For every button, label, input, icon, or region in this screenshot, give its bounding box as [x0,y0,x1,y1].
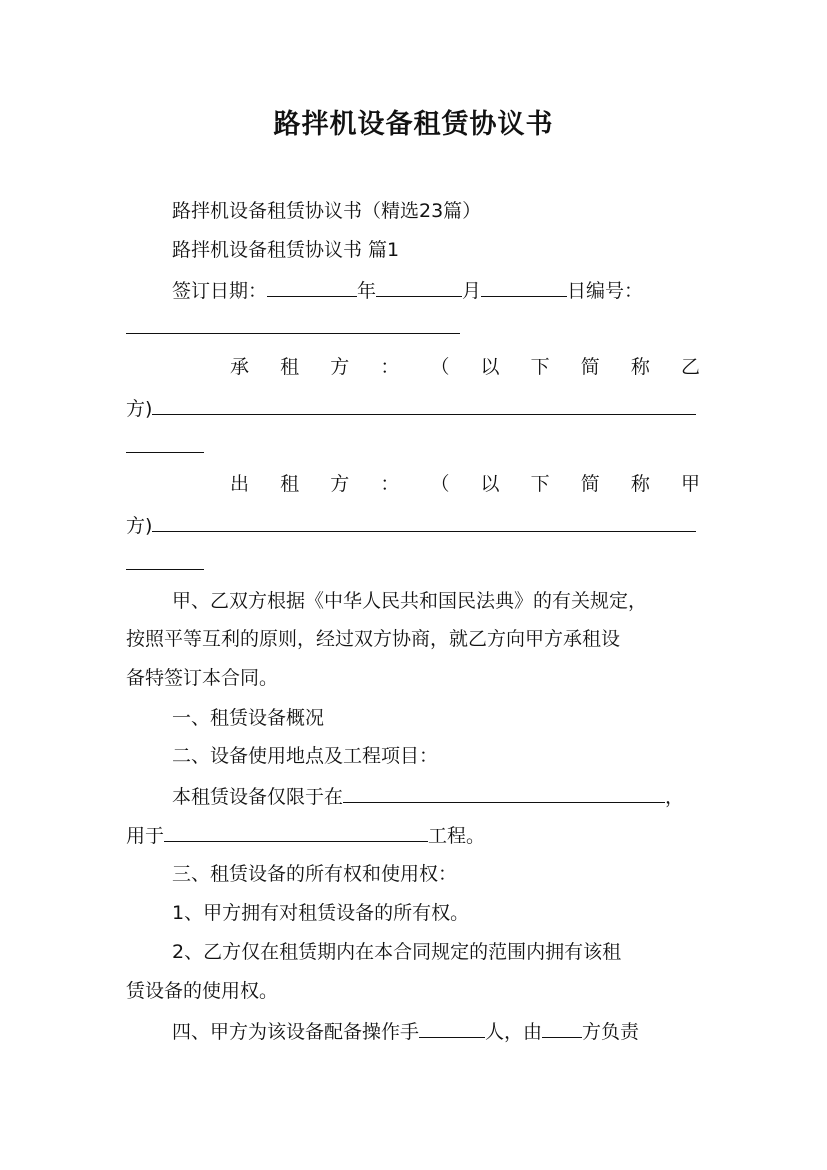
lessee-tail: 方) [126,398,153,420]
lessee-blank-2 [126,432,204,453]
month-label: 月 [462,280,482,302]
lessor-tail: 方) [126,515,153,537]
day-number-label: 日编号： [567,280,644,302]
number-blank-line [126,313,706,341]
responsible-party-blank [542,1017,582,1038]
section4-line: 四、甲方为该设备配备操作手 人，由 方负责 [172,1017,706,1045]
section3-heading: 三、租赁设备的所有权和使用权： [172,863,458,885]
lessee-fill-line [126,394,706,422]
paragraph1-line1: 甲、乙双方根据《中华人民共和国民法典》的有关规定， [172,590,648,612]
lessor-blank [152,511,696,532]
month-blank [376,276,462,297]
item1: 1、甲方拥有对租赁设备的所有权。 [172,902,470,924]
sign-date-label: 签订日期： [172,280,268,302]
number-blank [126,313,460,334]
document-title: 路拌机设备租赁协议书 [273,109,554,140]
year-blank [267,276,357,297]
subtitle: 路拌机设备租赁协议书（精选23篇） [172,200,482,222]
operator-count-blank [419,1017,485,1038]
lessee-fill-line-2 [126,432,706,460]
lessee-label-row: 承 租 方 ： （ 以 下 简 称 乙 [230,356,700,378]
lessor-fill-line [126,511,706,539]
item2-line1: 2、乙方仅在租赁期内在本合同规定的范围内拥有该租 [172,941,622,963]
lessor-blank-2 [126,549,204,570]
item2-line2: 赁设备的使用权。 [126,980,279,1002]
location-line: 本租赁设备仅限于在 ， [172,782,706,810]
lessor-label-row: 出 租 方 ： （ 以 下 简 称 甲 [230,473,700,495]
year-label: 年 [357,280,377,302]
paragraph1-line2: 按照平等互利的原则，经过双方协商，就乙方向甲方承租设 [126,628,621,650]
location-blank [343,782,665,803]
lessee-blank [152,394,696,415]
section2-heading: 二、设备使用地点及工程项目： [172,745,439,767]
article-heading: 路拌机设备租赁协议书 篇1 [172,239,400,261]
day-blank [481,276,567,297]
section1-heading: 一、租赁设备概况 [172,707,325,729]
project-blank [164,821,428,842]
sign-date-line [172,276,706,304]
lessor-fill-line-2 [126,549,706,577]
project-line: 用于 工程。 [126,821,706,849]
paragraph1-line3: 备特签订本合同。 [126,667,279,689]
